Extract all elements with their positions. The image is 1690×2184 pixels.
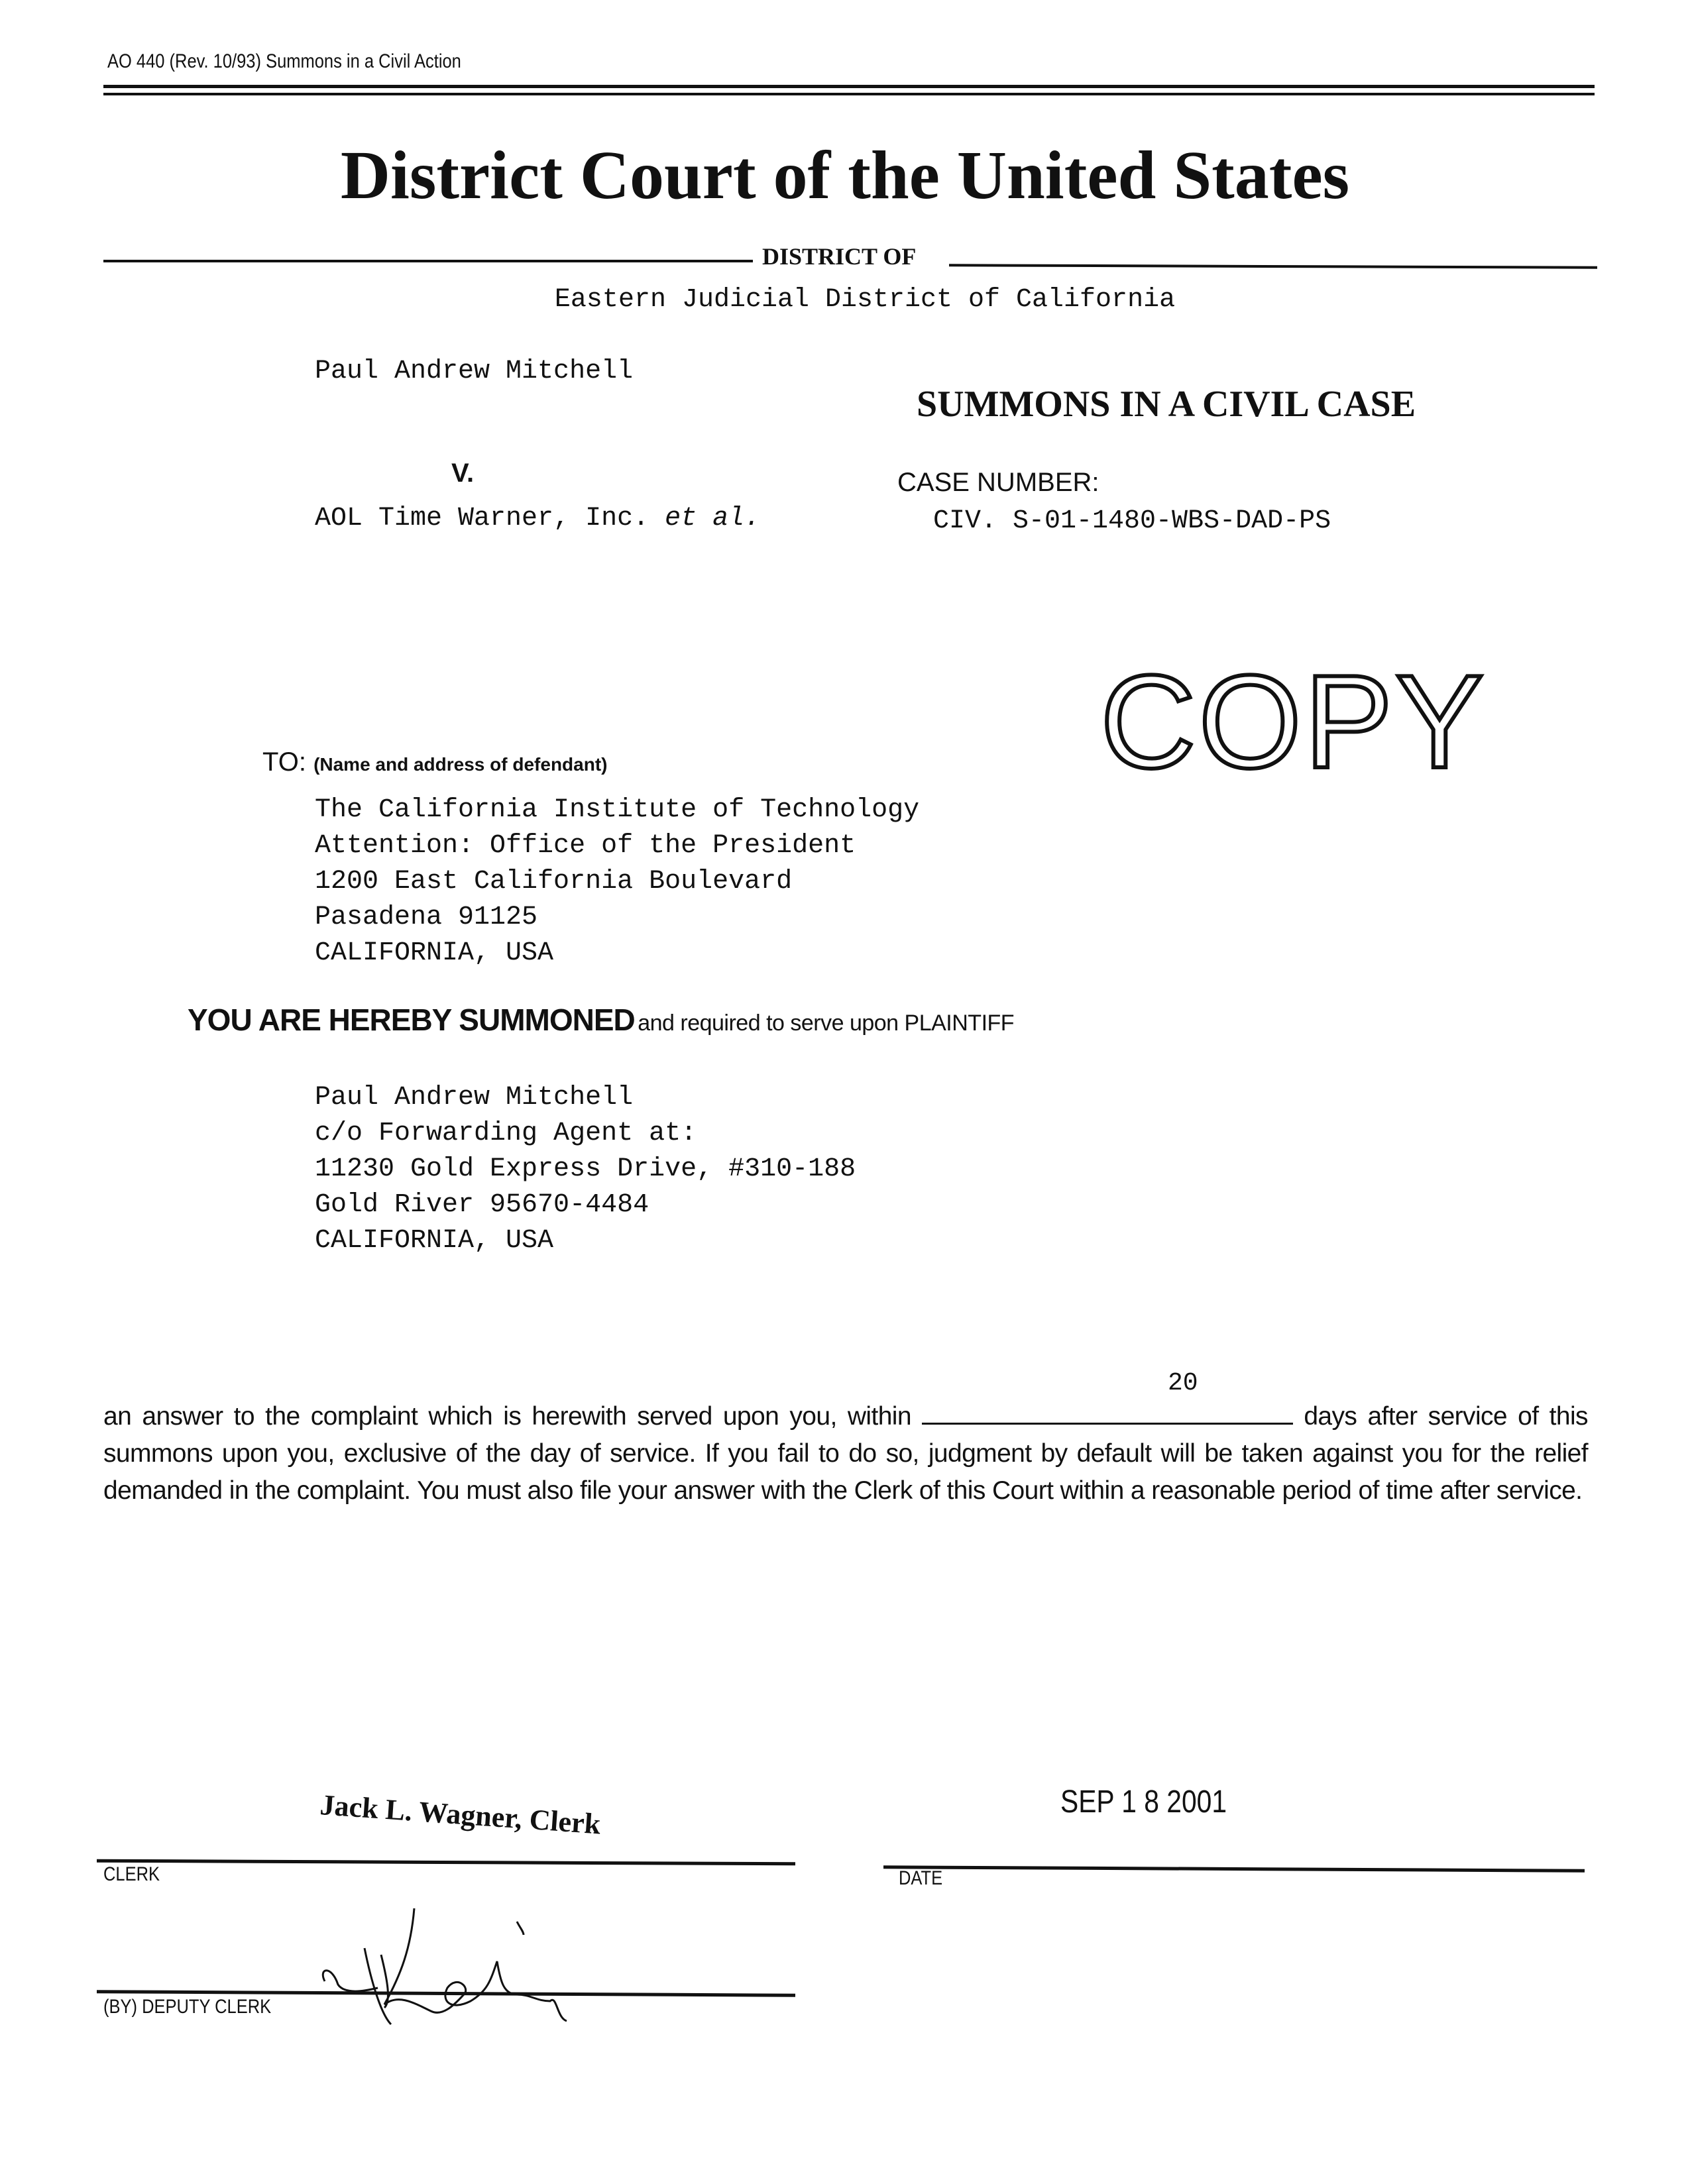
header-rule-bottom [103, 93, 1595, 95]
plaintiff-address [315, 1080, 856, 1259]
deputy-clerk-label: (BY) DEPUTY CLERK [103, 1996, 272, 2018]
to-line [262, 747, 607, 777]
date-stamp: SEP 1 8 2001 [1060, 1784, 1227, 1820]
plaintiff-name: Paul Andrew Mitchell [315, 356, 634, 386]
summoned-bold: YOU ARE HEREBY SUMMONED [188, 1003, 635, 1037]
address-line: c/o Forwarding Agent at: [315, 1119, 697, 1148]
header-rule-top [103, 85, 1595, 88]
case-number: CIV. S-01-1480-WBS-DAD-PS [933, 506, 1331, 536]
defendant-address [315, 792, 919, 971]
court-title: District Court of the United States [340, 137, 1350, 213]
address-line: 1200 East California Boulevard [315, 867, 793, 897]
address-line: Gold River 95670-4484 [315, 1190, 649, 1220]
district-rule-left [103, 260, 753, 262]
defendant-name: AOL Time Warner, Inc. [315, 504, 649, 533]
address-line: Attention: Office of the President [315, 831, 856, 861]
clerk-signature-line [97, 1859, 795, 1866]
to-hint: (Name and address of defendant) [313, 754, 608, 775]
form-header [107, 50, 524, 73]
address-line: Paul Andrew Mitchell [315, 1083, 634, 1113]
paragraph-end: days after service of this summons upon you, exclusive of the day of service. If you fail to do so, judgment by default will be taken against you for the relief demanded in the complaint. You must also file your answer with the Clerk of this Court within a reasonable period of time after service. [103, 1402, 1588, 1505]
defendant-caption [315, 504, 760, 533]
to-label: TO: [262, 747, 306, 777]
paragraph-start: an answer to the complaint which is herewith served upon you, within [103, 1402, 911, 1431]
clerk-name-stamp: Jack L. Wagner, Clerk [319, 1788, 602, 1841]
address-line: Pasadena 91125 [315, 902, 538, 932]
days-blank [922, 1403, 1293, 1425]
clerk-label: CLERK [103, 1863, 160, 1885]
district-name: Eastern Judicial District of California [554, 285, 1176, 315]
date-line [883, 1865, 1585, 1873]
address-line: CALIFORNIA, USA [315, 1226, 554, 1256]
address-line: The California Institute of Technology [315, 795, 920, 825]
address-line: 11230 Gold Express Drive, #310-188 [315, 1154, 856, 1184]
summoned-rest: and required to serve upon PLAINTIFF [638, 1010, 1015, 1036]
district-rule-right [949, 264, 1597, 268]
answer-paragraph [103, 1398, 1588, 1509]
versus: V. [451, 459, 475, 488]
copy-stamp: COPY [1100, 648, 1487, 796]
summoned-line [188, 1002, 1014, 1038]
form-header-text: AO 440 (Rev. 10/93) Summons in a Civil Action [107, 50, 461, 72]
deputy-signature [318, 1902, 689, 2028]
address-line: CALIFORNIA, USA [315, 938, 554, 968]
days-value: 20 [1168, 1369, 1198, 1397]
case-number-label: CASE NUMBER: [897, 468, 1099, 497]
district-label: DISTRICT OF [762, 243, 917, 270]
document-title: SUMMONS IN A CIVIL CASE [917, 384, 1416, 425]
date-label: DATE [899, 1867, 943, 1889]
defendant-suffix: et al. [665, 504, 761, 533]
